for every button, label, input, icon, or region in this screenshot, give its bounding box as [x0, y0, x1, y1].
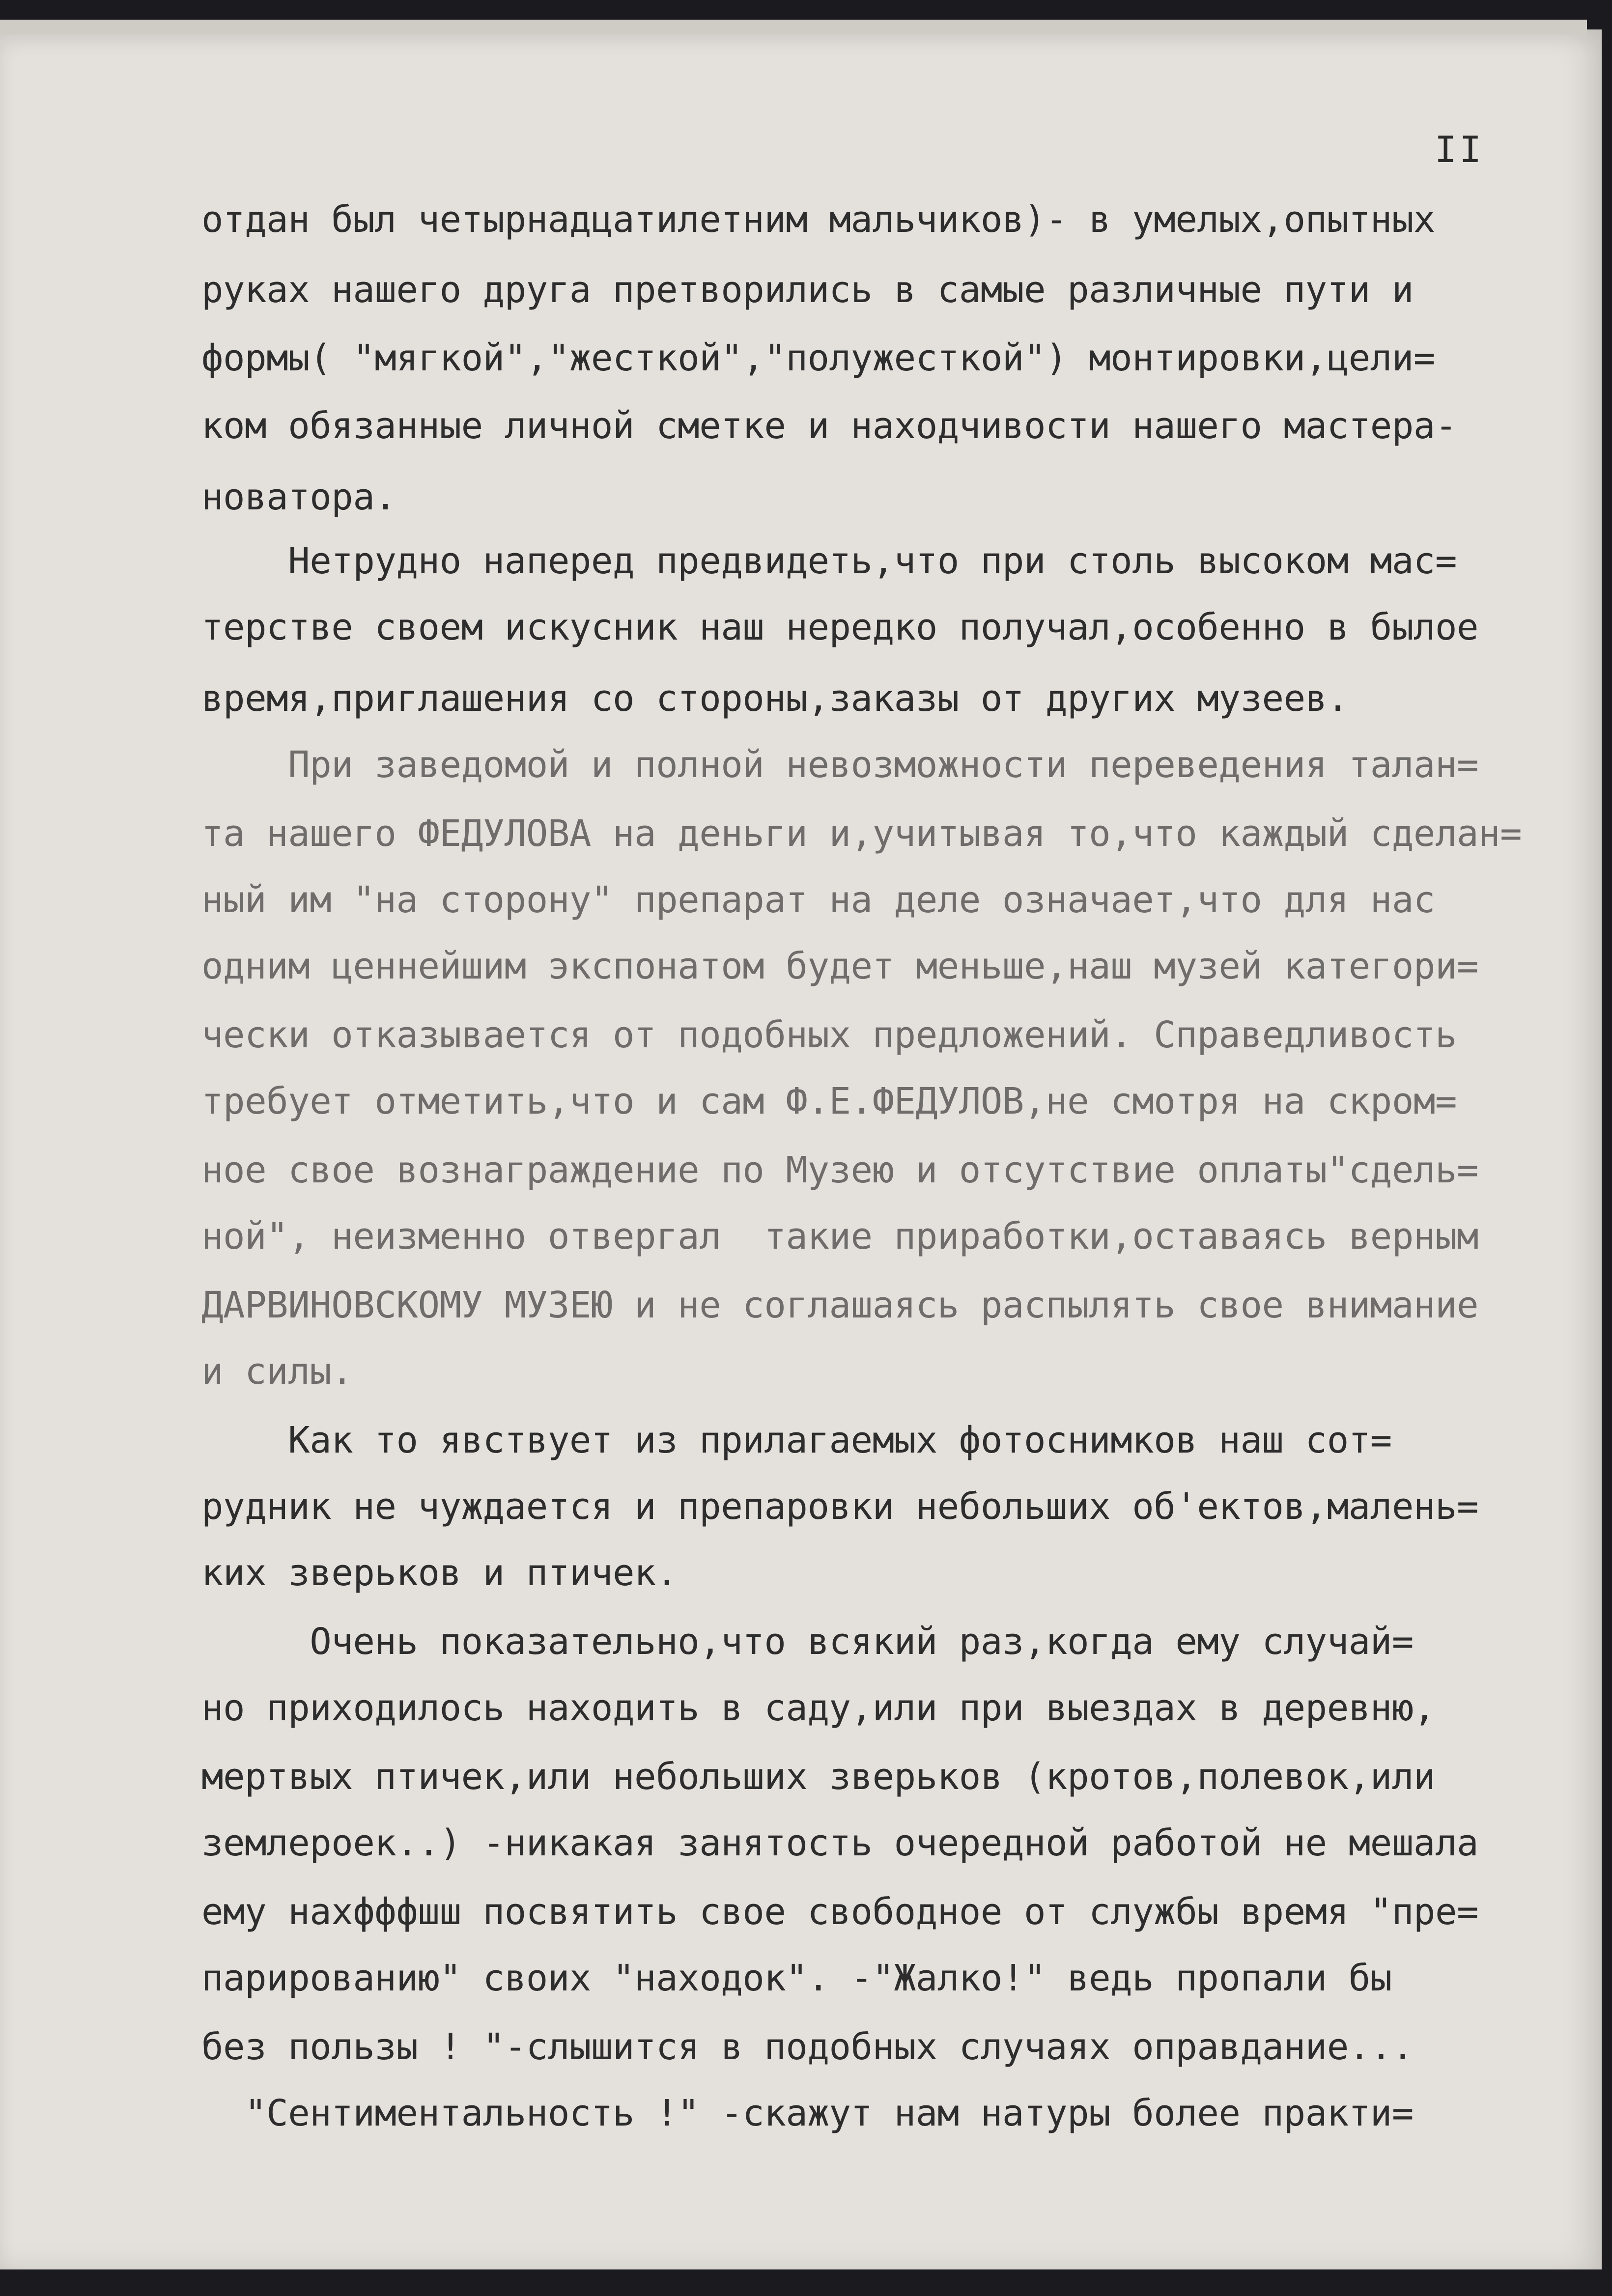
text-line: Очень показательно,что всякий раз,когда ему случай= [201, 1621, 1414, 1663]
page-number: II [1435, 129, 1485, 171]
text-line: новатора. [201, 476, 396, 518]
text-line: та нашего ФЕДУЛОВА на деньги и,учитывая то,что каждый сделан= [201, 812, 1522, 855]
text-line: рудник не чуждается и препаровки небольших об'ектов,малень= [201, 1485, 1479, 1528]
text-line: терстве своем искусник наш нередко получал,особенно в былое [201, 606, 1479, 648]
text-line: руках нашего друга претворились в самые различные пути и [201, 269, 1414, 311]
text-line: При заведомой и полной невозможности переведения талан= [201, 744, 1479, 786]
text-line: ДАРВИНОВСКОМУ МУЗЕЮ и не соглашаясь распылять свое внимание [201, 1284, 1479, 1326]
text-line: ной", неизменно отвергал такие приработки,оставаясь верным [201, 1215, 1479, 1258]
text-line: формы( "мягкой","жесткой","полужесткой") монтировки,цели= [201, 337, 1435, 379]
text-line: и силы. [201, 1350, 353, 1393]
text-line: но приходилось находить в саду,или при выездах в деревню, [201, 1687, 1435, 1729]
text-line: без пользы ! "-слышится в подобных случаях оправдание... [201, 2026, 1414, 2068]
text-line: ких зверьков и птичек. [201, 1552, 678, 1594]
text-line: требует отметить,что и сам Ф.Е.ФЕДУЛОВ,не смотря на скром= [201, 1080, 1457, 1122]
text-line: время,приглашения со стороны,заказы от других музеев. [201, 677, 1349, 720]
text-line: мертвых птичек,или небольших зверьков (кротов,полевок,или [201, 1756, 1435, 1798]
text-line: Нетрудно наперед предвидеть,что при столь высоком мас= [201, 540, 1457, 582]
text-line: одним ценнейшим экспонатом будет меньше,наш музей категори= [201, 945, 1479, 987]
text-line: ком обязанные личной сметке и находчивости нашего мастера- [201, 405, 1457, 447]
text-line: землероек..) -никакая занятость очередной работой не мешала [201, 1822, 1479, 1864]
text-line: Как то явствует из прилагаемых фотоснимков наш сот= [201, 1419, 1392, 1461]
text-line: парированию" своих "находок". -"Жалко!" ведь пропали бы [201, 1957, 1392, 1999]
text-line: чески отказывается от подобных предложений. Справедливость [201, 1014, 1457, 1056]
text-line: отдан был четырнадцатилетним мальчиков)- в умелых,опытных [201, 198, 1435, 241]
text-line: "Сентиментальность !" -скажут нам натуры более практи= [201, 2092, 1414, 2134]
text-line: ное свое вознаграждение по Музею и отсутствие оплаты"сдель= [201, 1149, 1479, 1191]
text-line: ему нахфффшш посвятить свое свободное от службы время "пре= [201, 1891, 1479, 1933]
text-line: ный им "на сторону" препарат на деле означает,что для нас [201, 879, 1435, 921]
